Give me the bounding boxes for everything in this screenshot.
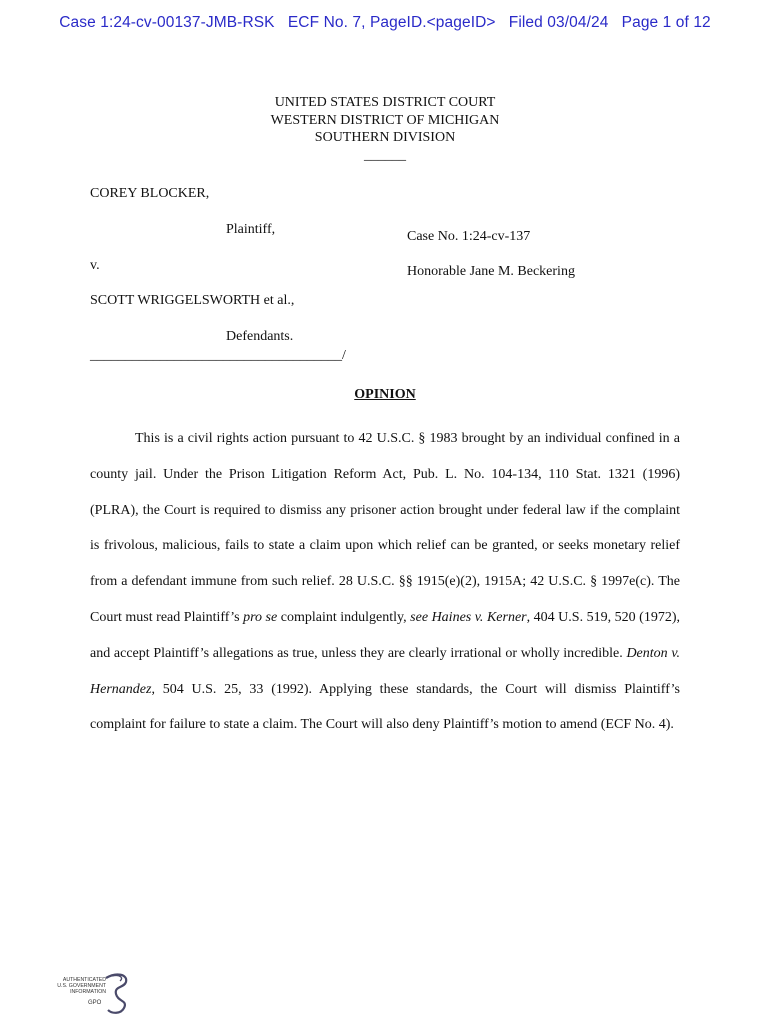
court-separator: ______	[364, 147, 406, 163]
ecf-page-count: Page 1 of 12	[621, 14, 711, 31]
ecf-number: ECF No. 7,	[287, 14, 366, 31]
gpo-authentication-logo	[44, 972, 134, 1018]
court-division: SOUTHERN DIVISION	[314, 130, 456, 145]
caption-closing-line: ____________________________________/	[90, 348, 346, 363]
gpo-label	[44, 977, 106, 996]
eagle-icon	[102, 972, 132, 1016]
plaintiff-role: Plaintiff,	[226, 222, 276, 237]
paragraph-text: , 504 U.S. 25, 33 (1992). Applying these standards, the Court will dismiss Plaintiff’s complaint for failure to state a claim. The Court will also deny Plaintiff’s motion to amend (ECF No. 4).	[90, 681, 680, 733]
italic-case-citation: see Haines v. Kerner	[410, 609, 527, 625]
court-district: WESTERN DISTRICT OF MICHIGAN	[270, 112, 500, 128]
plaintiff-name: COREY BLOCKER,	[90, 186, 210, 201]
italic-pro-se: pro se	[243, 609, 278, 625]
ecf-header	[0, 14, 770, 32]
italic-case-citation: Denton v. Hernandez	[90, 645, 681, 697]
opinion-paragraph	[90, 421, 680, 743]
ecf-filed-date: Filed 03/04/24	[508, 14, 609, 31]
paragraph-text: complaint indulgently,	[277, 609, 411, 625]
paragraph-text: This is a civil rights action pursuant to 42 U.S.C. § 1983 brought by an individual confined in a county jail. Under the Prison Litigation Reform Act, Pub. L. No. 104-134, 110 Stat. 1321 (1996) (PLRA), the Court is required to dismiss any prisoner action brought under federal law if the complaint is frivolous, malicious, fails to state a claim upon which relief can be granted, or seeks monetary relief from a defendant immune from such relief. 28 U.S.C. §§ 1915(e)(2), 1915A; 42 U.S.C. § 1997e(c). The Court must read Plaintiff’s	[90, 431, 680, 625]
versus: v.	[90, 258, 100, 273]
ecf-case-number: Case 1:24-cv-00137-JMB-RSK	[59, 14, 275, 31]
court-heading	[0, 94, 770, 164]
defendant-name: SCOTT WRIGGELSWORTH et al.,	[90, 293, 295, 308]
gpo-label-line: AUTHENTICATED	[62, 977, 106, 983]
gpo-label-line: INFORMATION	[70, 989, 106, 996]
opinion-title: OPINION	[354, 387, 416, 402]
paragraph-text: , 404 U.S. 519, 520 (1972), and accept Plaintiff’s allegations as true, unless they are clearly irrational or wholly incredible.	[90, 609, 680, 661]
ecf-pageid: PageID.<pageID>	[369, 14, 496, 31]
defendant-role: Defendants.	[226, 329, 294, 344]
case-number: Case No. 1:24-cv-137	[407, 229, 531, 244]
court-name: UNITED STATES DISTRICT COURT	[274, 95, 496, 110]
gpo-label-line: U.S. GOVERNMENT	[57, 983, 106, 990]
gpo-mark: GPO	[88, 1000, 102, 1006]
judge-name: Honorable Jane M. Beckering	[407, 264, 575, 279]
